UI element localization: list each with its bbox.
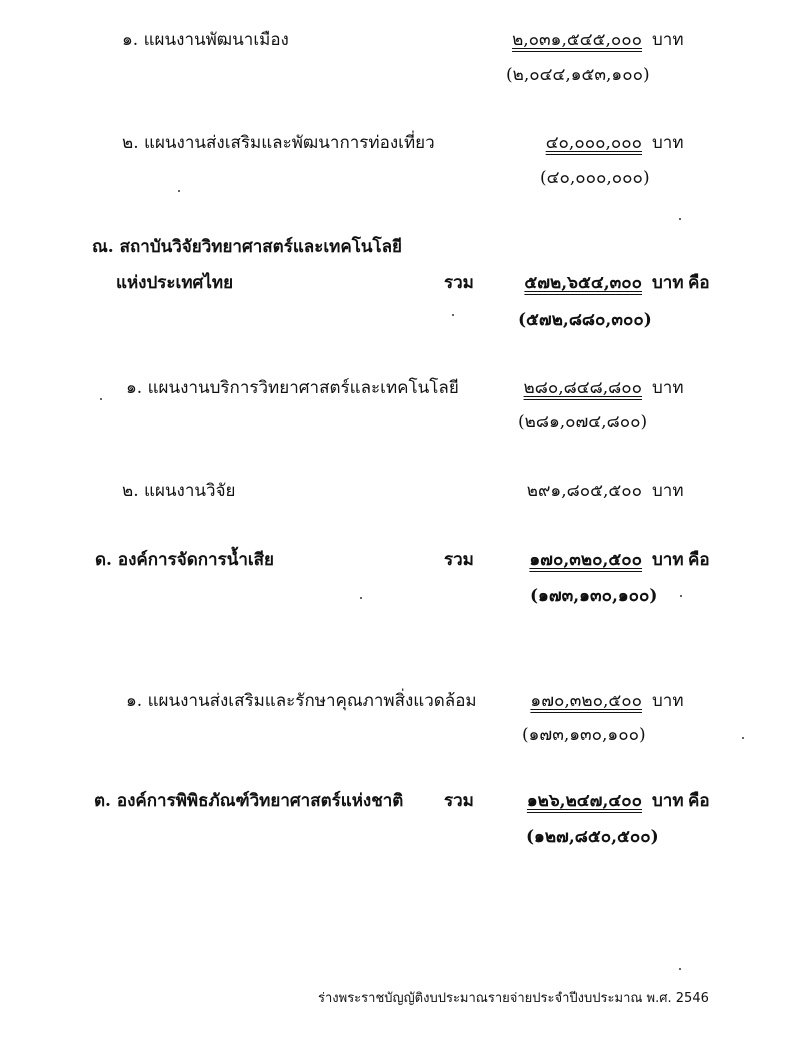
- section-title: ณ. สถาบันวิจัยวิทยาศาสตร์และเทคโนโลยี: [92, 237, 403, 257]
- item-previous-amount: (๒๘๑,๐๗๔,๘๐๐): [518, 412, 648, 432]
- scan-speck: [452, 314, 454, 316]
- section-total-label: รวม: [444, 550, 474, 570]
- section-suffix: คือ: [688, 791, 710, 811]
- item-amount: ๑๗๐,๓๒๐,๕๐๐: [530, 691, 642, 711]
- section-total-amount: ๑๒๖,๒๔๗,๔๐๐: [526, 791, 642, 811]
- item-label: ๑. แผนงานบริการวิทยาศาสตร์และเทคโนโลยี: [126, 378, 459, 398]
- item-label: ๑. แผนงานพัฒนาเมือง: [122, 30, 289, 50]
- section-suffix: คือ: [688, 273, 710, 293]
- section-unit: บาท: [652, 791, 684, 811]
- section-title: ต. องค์การพิพิธภัณฑ์วิทยาศาสตร์แห่งชาติ: [94, 791, 404, 811]
- item-label: ๑. แผนงานส่งเสริมและรักษาคุณภาพสิ่งแวดล้อม: [126, 691, 477, 711]
- scan-speck: [100, 398, 102, 400]
- item-unit: บาท: [652, 691, 684, 711]
- item-unit: บาท: [652, 30, 684, 50]
- section-total-label: รวม: [444, 273, 474, 293]
- item-previous-amount: (๑๗๓,๑๓๐,๑๐๐): [522, 725, 646, 745]
- scan-speck: [178, 190, 180, 192]
- document-footer: ร่างพระราชบัญญัติงบประมาณรายจ่ายประจำปีงบประมาณ พ.ศ. 2546: [318, 991, 709, 1006]
- section-total-amount: ๑๗๐,๓๒๐,๕๐๐: [529, 550, 642, 570]
- section-unit: บาท: [652, 550, 684, 570]
- section-previous-amount: (๕๗๒,๘๘๐,๓๐๐): [518, 310, 652, 330]
- section-previous-amount: (๑๗๓,๑๓๐,๑๐๐): [530, 586, 658, 606]
- item-previous-amount: (๔๐,๐๐๐,๐๐๐): [540, 168, 650, 188]
- item-amount: ๒๙๑,๘๐๕,๕๐๐: [526, 481, 642, 501]
- section-title-continued: แห่งประเทศไทย: [116, 273, 234, 293]
- scan-speck: [360, 597, 362, 599]
- section-total-label: รวม: [444, 791, 474, 811]
- item-unit: บาท: [652, 481, 684, 501]
- scan-speck: [742, 737, 744, 739]
- item-unit: บาท: [652, 378, 684, 398]
- section-suffix: คือ: [688, 550, 710, 570]
- scan-speck: [680, 595, 682, 597]
- item-label: ๒. แผนงานส่งเสริมและพัฒนาการท่องเที่ยว: [122, 133, 435, 153]
- item-amount: ๔๐,๐๐๐,๐๐๐: [545, 133, 642, 153]
- item-unit: บาท: [652, 133, 684, 153]
- scan-speck: [679, 968, 681, 970]
- section-title: ด. องค์การจัดการน้ำเสีย: [95, 550, 275, 570]
- scan-speck: [679, 218, 681, 220]
- item-label: ๒. แผนงานวิจัย: [122, 481, 236, 501]
- section-unit: บาท: [652, 273, 684, 293]
- item-previous-amount: (๒,๐๔๔,๑๕๓,๑๐๐): [506, 65, 650, 85]
- section-total-amount: ๕๗๒,๖๕๔,๓๐๐: [524, 273, 642, 293]
- section-previous-amount: (๑๒๗,๘๕๐,๕๐๐): [526, 827, 659, 847]
- item-amount: ๒๘๐,๘๔๘,๘๐๐: [523, 378, 642, 398]
- item-amount: ๒,๐๓๑,๕๔๕,๐๐๐: [512, 30, 642, 50]
